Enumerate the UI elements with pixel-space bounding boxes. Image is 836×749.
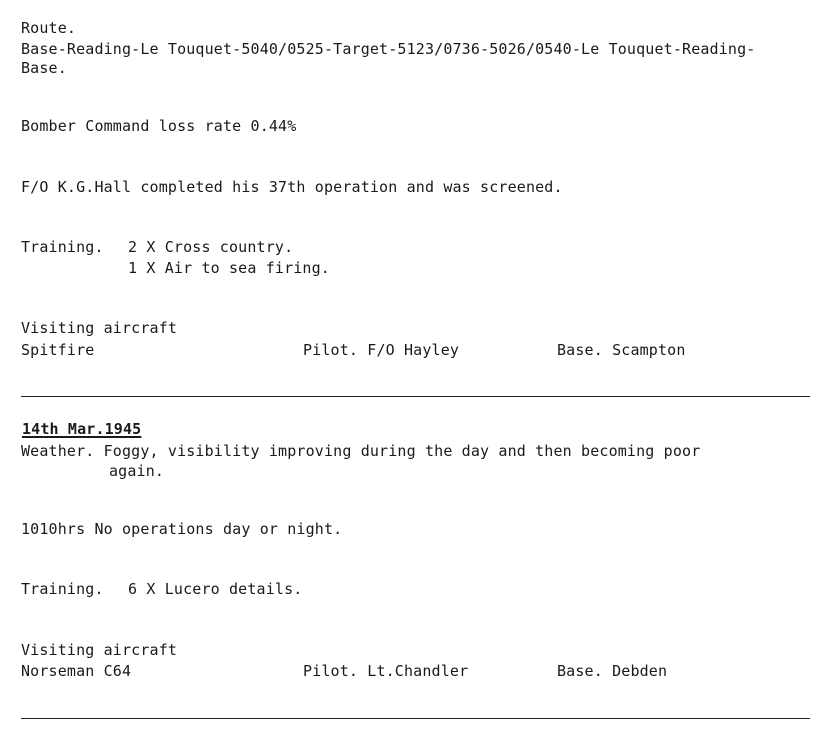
entry-divider xyxy=(21,396,810,397)
route-line-1: Base-Reading-Le Touquet-5040/0525-Target-5123/0736-5026/0540-Le Touquet-Reading- xyxy=(21,40,756,58)
visiting-aircraft-label: Visiting aircraft xyxy=(21,641,178,659)
visiting-aircraft-pilot: Pilot. Lt.Chandler xyxy=(303,662,469,680)
route-line-2: Base. xyxy=(21,59,67,77)
weather-line-2: again. xyxy=(109,462,165,480)
visiting-aircraft-base: Base. Debden xyxy=(557,662,668,680)
visiting-aircraft-type: Norseman C64 xyxy=(21,662,132,680)
screened-note: F/O K.G.Hall completed his 37th operation and was screened. xyxy=(21,178,563,196)
weather-line-1: Weather. Foggy, visibility improving during the day and then becoming poor xyxy=(21,442,701,460)
visiting-aircraft-type: Spitfire xyxy=(21,341,95,359)
training-label: Training. xyxy=(21,580,104,598)
operations-note: 1010hrs No operations day or night. xyxy=(21,520,343,538)
training-item: 6 X Lucero details. xyxy=(128,580,303,598)
visiting-aircraft-base: Base. Scampton xyxy=(557,341,686,359)
entry-divider xyxy=(21,718,810,719)
training-label: Training. xyxy=(21,238,104,256)
visiting-aircraft-pilot: Pilot. F/O Hayley xyxy=(303,341,460,359)
visiting-aircraft-label: Visiting aircraft xyxy=(21,319,178,337)
entry-date: 14th Mar.1945 xyxy=(22,420,142,438)
training-item: 1 X Air to sea firing. xyxy=(128,259,330,277)
training-item: 2 X Cross country. xyxy=(128,238,294,256)
loss-rate-text: Bomber Command loss rate 0.44% xyxy=(21,117,297,135)
route-label: Route. xyxy=(21,19,77,37)
